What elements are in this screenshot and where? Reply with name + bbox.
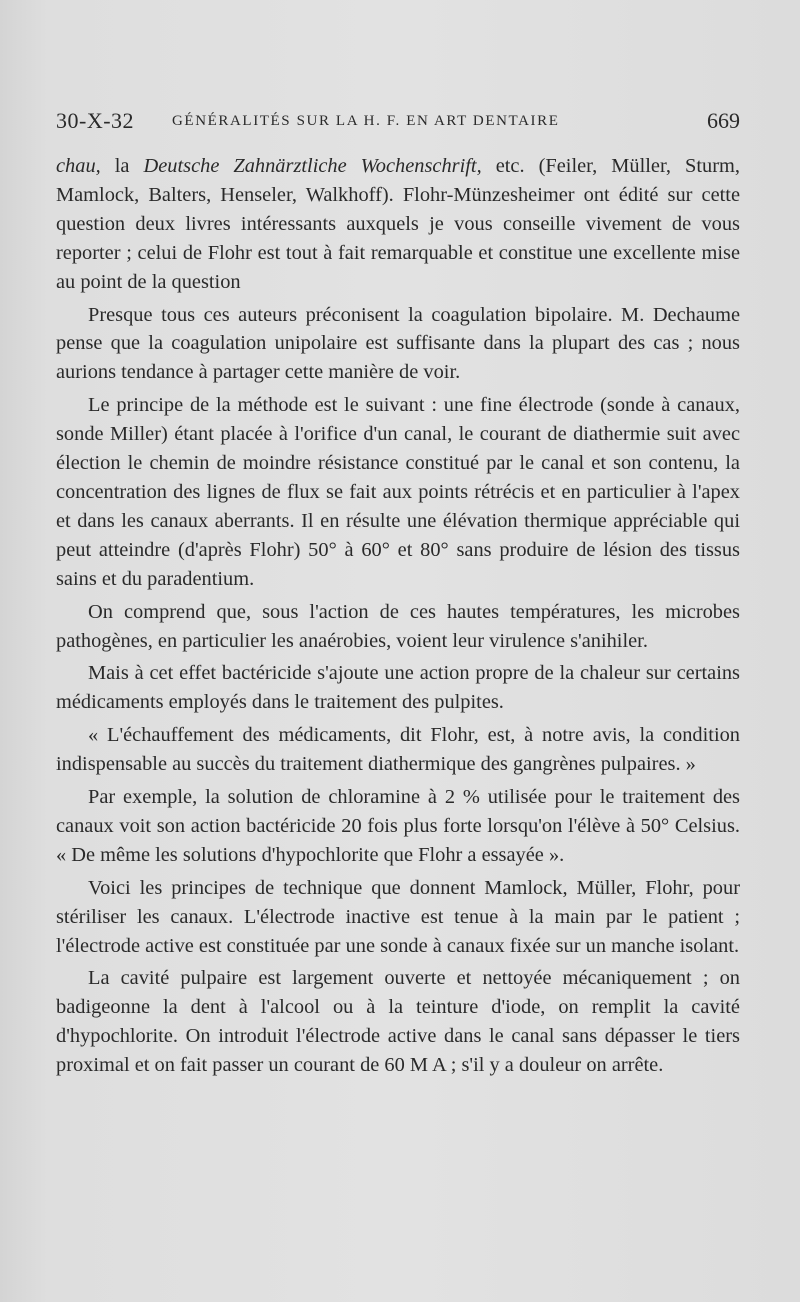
- paragraph-5: Mais à cet effet bactéricide s'ajoute une action propre de la chaleur sur certains médicaments employés dans le traitement des pulpites.: [56, 662, 740, 714]
- paragraph-8: Voici les principes de technique que donnent Mamlock, Müller, Flohr, pour stériliser les canaux. L'électrode inactive est tenue à la main par le patient ; l'électrode active est constituée par une sonde à canaux fixée sur un manche isolant.: [56, 876, 740, 957]
- paragraph-4: On comprend que, sous l'action de ces hautes températures, les microbes pathogènes, en particulier les anaérobies, voient leur virulence s'anihiler.: [56, 600, 740, 652]
- paragraph-7: Par exemple, la solution de chloramine à 2 % utilisée pour le traitement des canaux voit son action bactéricide 20 fois plus forte lorsqu'on l'élève à 50° Celsius. « De même les solutions d'hypochlorite que Flohr a essayée ».: [56, 786, 740, 866]
- journal-title: Deutsche Zahnärztliche Wochenschrift,: [143, 155, 482, 177]
- body-text: [56, 152, 740, 1084]
- paragraph-1-italic-lead: chau,: [56, 155, 101, 177]
- header-title: GÉNÉRALITÉS SUR LA H. F. EN ART DENTAIRE: [172, 113, 560, 129]
- paragraph-1-text: etc. (Feiler, Müller, Sturm, Mamlock, Balters, Henseler, Walkhoff). Flohr-Münzesheimer ont édité sur cette question deux livres intéressants auxquels je vous conseille vivement de vous reporter ; celui de Flohr est tout à fait remarquable et constitue une excellente mise au point de la question: [56, 155, 740, 293]
- paragraph-3: Le principe de la méthode est le suivant : une fine électrode (sonde à canaux, sonde Miller) étant placée à l'orifice d'un canal, le courant de diathermie suit avec élection le chemin de moindre résistance constitué par le canal et son contenu, la concentration des lignes de flux se fait aux points rétrécis et en particulier à l'apex et dans les canaux aberrants. Il en résulte une élévation thermique appréciable qui peut atteindre (d'après Flohr) 50° à 60° et 80° sans produire de lésion des tissus sains et du paradentium.: [56, 394, 740, 590]
- paragraph-2: Presque tous ces auteurs préconisent la coagulation bipolaire. M. Dechaume pense que la coagulation unipolaire est suffisante dans la plupart des cas ; nous aurions tendance à partager cette manière de voir.: [56, 303, 740, 384]
- header-date: 30-X-32: [56, 108, 135, 133]
- running-head: [56, 108, 740, 138]
- paragraph-9: La cavité pulpaire est largement ouverte et nettoyée mécaniquement ; on badigeonne la dent à l'alcool ou à la teinture d'iode, on remplit la cavité d'hypochlorite. On introduit l'électrode active dans le canal sans dépasser le tiers proximal et on fait passer un courant de 60 M A ; s'il y a douleur on arrête.: [56, 967, 740, 1077]
- paragraph-1: [56, 152, 740, 297]
- paragraph-1-lead2: la: [100, 155, 144, 177]
- page-number: 669: [707, 108, 740, 133]
- paragraph-6: « L'échauffement des médicaments, dit Flohr, est, à notre avis, la condition indispensable au succès du traitement diathermique des gangrènes pulpaires. »: [56, 724, 740, 776]
